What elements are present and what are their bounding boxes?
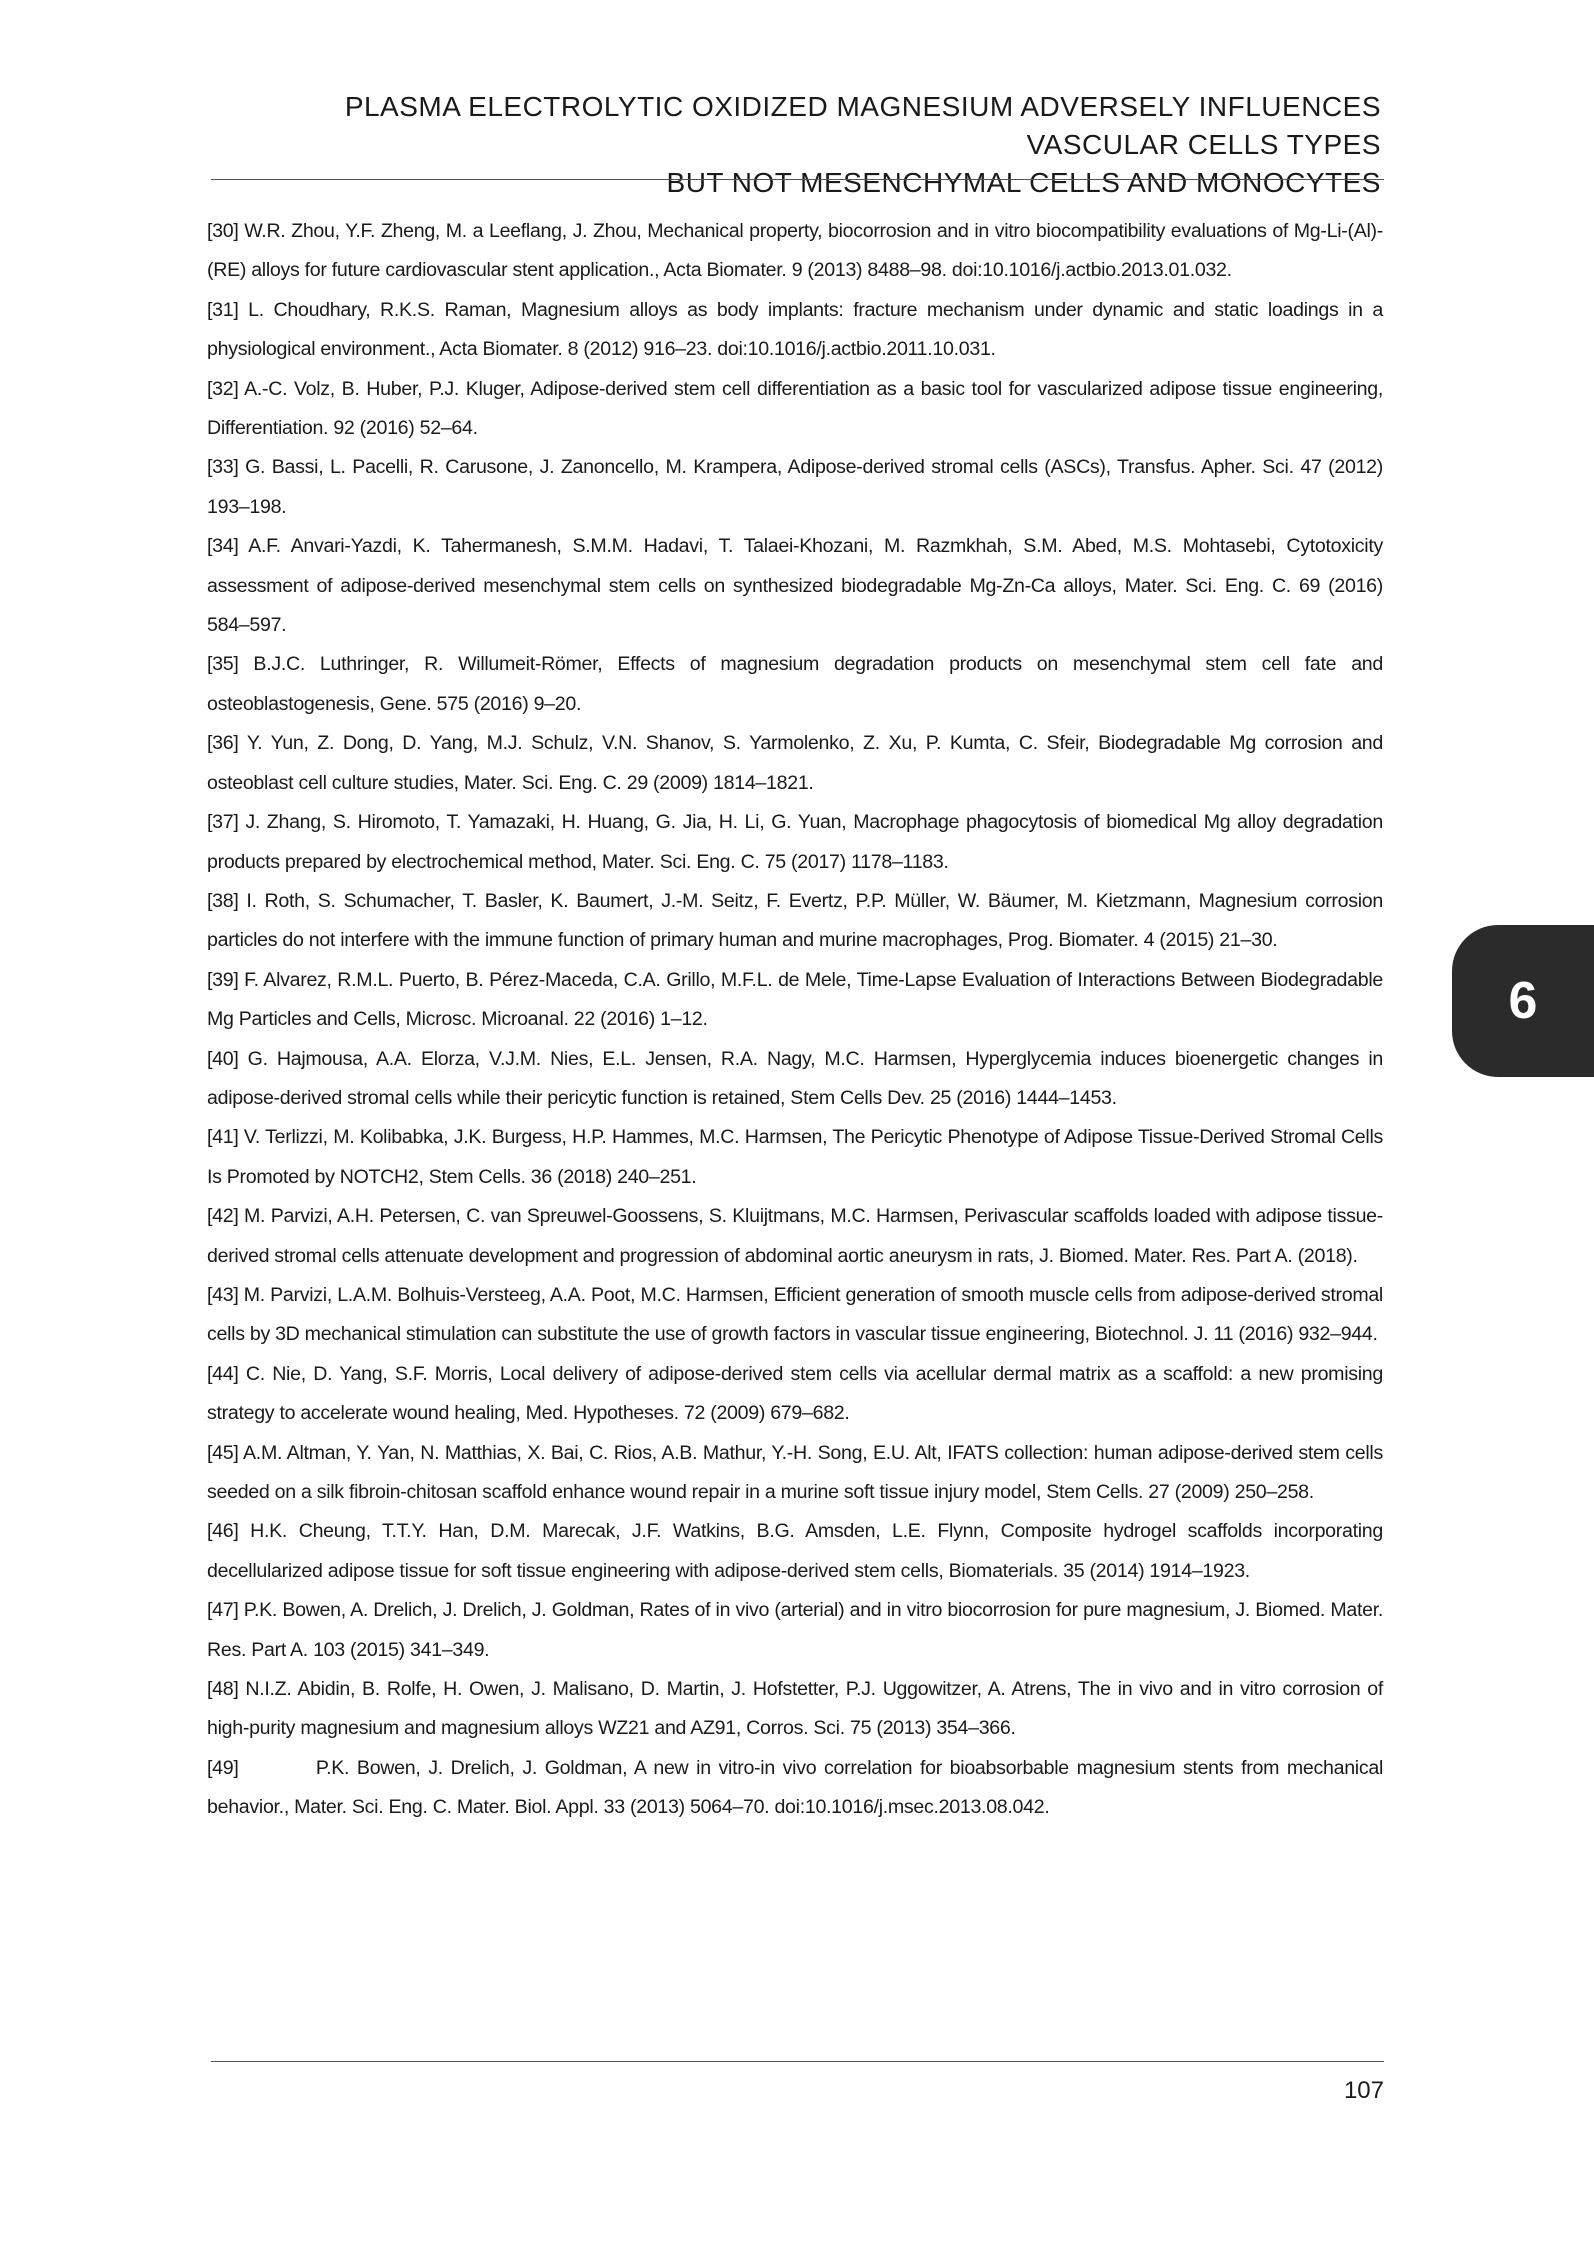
reference-33: [33] G. Bassi, L. Pacelli, R. Carusone, J. Zanoncello, M. Krampera, Adipose-derived stromal cells (ASCs), Transfus. Apher. Sci. 47 (2012) 193–198. (207, 456, 1383, 518)
chapter-number: 6 (1508, 972, 1538, 1030)
reference-31: [31] L. Choudhary, R.K.S. Raman, Magnesium alloys as body implants: fracture mechanism under dynamic and static loadings in a physiological environment., Acta Biomater. 8 (2012) 916–23. doi:10.1016/j.actbio.2011.10.031. (207, 298, 1383, 361)
running-header (211, 88, 1381, 202)
reference-list (207, 212, 1389, 1828)
reference-49: [49] P.K. Bowen, J. Drelich, J. Goldman, A new in vitro-in vivo correlation for bioabsorbable magnesium stents from mechanical behavior., Mater. Sci. Eng. C. Mater. Biol. Appl. 33 (2013) 5064–70. doi:10.1016/j.msec.2013.08.042. (207, 1756, 1389, 1819)
header-divider (211, 179, 1384, 180)
reference-38: [38] I. Roth, S. Schumacher, T. Basler, K. Baumert, J.-M. Seitz, F. Evertz, P.P. Müller, W. Bäumer, M. Kietzmann, Magnesium corrosion particles do not interfere with the immune function of primary human and murine macrophages, Prog. Biomater. 4 (2015) 21–30. (207, 889, 1383, 952)
reference-35: [35] B.J.C. Luthringer, R. Willumeit-Römer, Effects of magnesium degradation products on mesenchymal stem cell fate and osteoblastogenesis, Gene. 575 (2016) 9–20. (207, 653, 1383, 715)
reference-36: [36] Y. Yun, Z. Dong, D. Yang, M.J. Schulz, V.N. Shanov, S. Yarmolenko, Z. Xu, P. Kumta, C. Sfeir, Biodegradable Mg corrosion and osteoblast cell culture studies, Mater. Sci. Eng. C. 29 (2009) 1814–1821. (207, 732, 1383, 794)
chapter-tab (1452, 925, 1594, 1077)
page-number: 107 (1343, 2077, 1384, 2104)
reference-40: [40] G. Hajmousa, A.A. Elorza, V.J.M. Nies, E.L. Jensen, R.A. Nagy, M.C. Harmsen, Hyperglycemia induces bioenergetic changes in adipose-derived stromal cells while their pericytic function is retained, Stem Cells Dev. 25 (2016) 1444–1453. (207, 1047, 1383, 1109)
reference-44: [44] C. Nie, D. Yang, S.F. Morris, Local delivery of adipose-derived stem cells via acellular dermal matrix as a scaffold: a new promising strategy to accelerate wound healing, Med. Hypotheses. 72 (2009) 679–682. (207, 1362, 1383, 1425)
reference-41: [41] V. Terlizzi, M. Kolibabka, J.K. Burgess, H.P. Hammes, M.C. Harmsen, The Pericytic Phenotype of Adipose Tissue-Derived Stromal Cells Is Promoted by NOTCH2, Stem Cells. 36 (2018) 240–251. (207, 1126, 1383, 1188)
reference-39: [39] F. Alvarez, R.M.L. Puerto, B. Pérez-Maceda, C.A. Grillo, M.F.L. de Mele, Time-Lapse Evaluation of Interactions Between Biodegradable Mg Particles and Cells, Microsc. Microanal. 22 (2016) 1–12. (207, 968, 1383, 1031)
reference-30: [30] W.R. Zhou, Y.F. Zheng, M. a Leeflang, J. Zhou, Mechanical property, biocorrosion and in vitro biocompatibility evaluations of Mg-Li-(Al)-(RE) alloys for future cardiovascular stent application., Acta Biomater. 9 (2013) 8488–98. doi:10.1016/j.actbio.2013.01.032. (207, 220, 1383, 282)
reference-37: [37] J. Zhang, S. Hiromoto, T. Yamazaki, H. Huang, G. Jia, H. Li, G. Yuan, Macrophage phagocytosis of biomedical Mg alloy degradation products prepared by electrochemical method, Mater. Sci. Eng. C. 75 (2017) 1178–1183. (207, 811, 1383, 873)
running-header-line-1: PLASMA ELECTROLYTIC OXIDIZED MAGNESIUM ADVERSELY INFLUENCES VASCULAR CELLS TYPES (344, 91, 1381, 160)
reference-47: [47] P.K. Bowen, A. Drelich, J. Drelich, J. Goldman, Rates of in vivo (arterial) and in vitro biocorrosion for pure magnesium, J. Biomed. Mater. Res. Part A. 103 (2015) 341–349. (207, 1599, 1383, 1661)
reference-34: [34] A.F. Anvari-Yazdi, K. Tahermanesh, S.M.M. Hadavi, T. Talaei-Khozani, M. Razmkhah, S.M. Abed, M.S. Mohtasebi, Cytotoxicity assessment of adipose-derived mesenchymal stem cells on synthesized biodegradable Mg-Zn-Ca alloys, Mater. Sci. Eng. C. 69 (2016) 584–597. (207, 535, 1383, 637)
running-header-line-2: BUT NOT MESENCHYMAL CELLS AND MONOCYTES (666, 167, 1381, 198)
reference-32: [32] A.-C. Volz, B. Huber, P.J. Kluger, Adipose-derived stem cell differentiation as a basic tool for vascularized adipose tissue engineering, Differentiation. 92 (2016) 52–64. (207, 377, 1383, 440)
reference-42: [42] M. Parvizi, A.H. Petersen, C. van Spreuwel-Goossens, S. Kluijtmans, M.C. Harmsen, Perivascular scaffolds loaded with adipose tissue-derived stromal cells attenuate development and progression of abdominal aortic aneurysm in rats, J. Biomed. Mater. Res. Part A. (2018). (207, 1205, 1383, 1267)
reference-43: [43] M. Parvizi, L.A.M. Bolhuis-Versteeg, A.A. Poot, M.C. Harmsen, Efficient generation of smooth muscle cells from adipose-derived stromal cells by 3D mechanical stimulation can substitute the use of growth factors in vascular tissue engineering, Biotechnol. J. 11 (2016) 932–944. (207, 1283, 1383, 1346)
reference-45: [45] A.M. Altman, Y. Yan, N. Matthias, X. Bai, C. Rios, A.B. Mathur, Y.-H. Song, E.U. Alt, IFATS collection: human adipose-derived stem cells seeded on a silk fibroin-chitosan scaffold enhance wound repair in a murine soft tissue injury model, Stem Cells. 27 (2009) 250–258. (207, 1441, 1383, 1503)
reference-46: [46] H.K. Cheung, T.T.Y. Han, D.M. Marecak, J.F. Watkins, B.G. Amsden, L.E. Flynn, Composite hydrogel scaffolds incorporating decellularized adipose tissue for soft tissue engineering with adipose-derived stem cells, Biomaterials. 35 (2014) 1914–1923. (207, 1520, 1383, 1582)
footer-divider (211, 2061, 1384, 2062)
reference-48: [48] N.I.Z. Abidin, B. Rolfe, H. Owen, J. Malisano, D. Martin, J. Hofstetter, P.J. Uggowitzer, A. Atrens, The in vivo and in vitro corrosion of high-purity magnesium and magnesium alloys WZ21 and AZ91, Corros. Sci. 75 (2013) 354–366. (207, 1678, 1383, 1740)
